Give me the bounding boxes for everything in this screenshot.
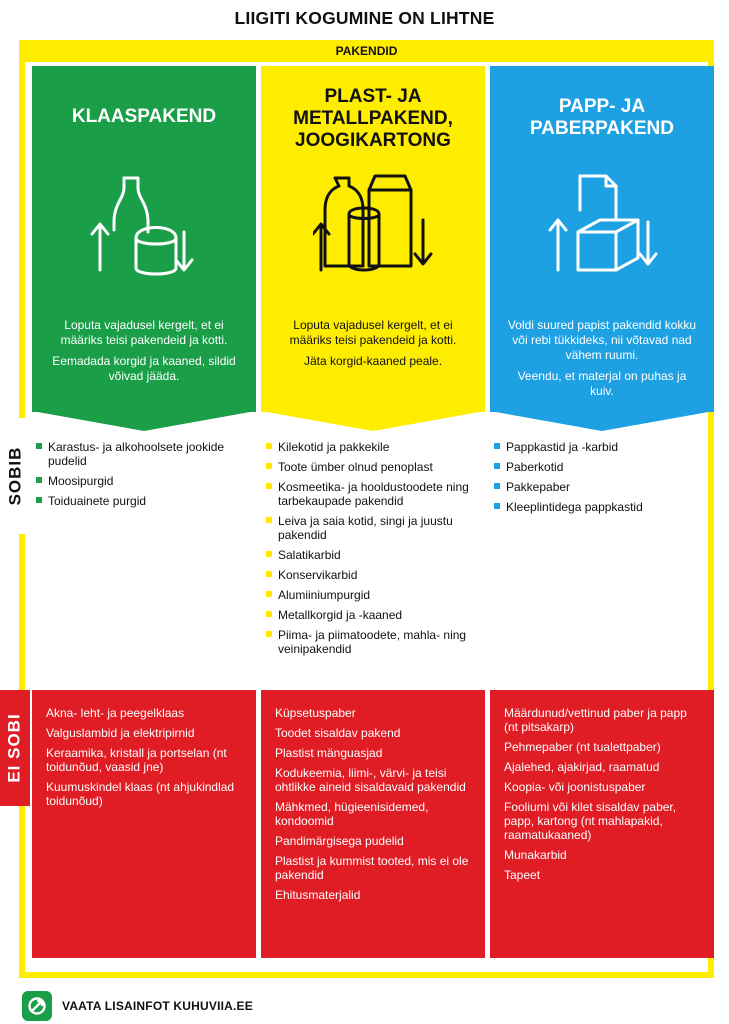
list-item: Fooliumi või kilet sisaldav paber, papp, kartong (nt mahlapakid, raamatukaaned) <box>504 800 677 842</box>
list-item: Toodet sisaldav pakend <box>275 726 401 740</box>
list-item: Salatikarbid <box>262 548 486 562</box>
paper-box-icon <box>542 170 662 280</box>
list-item: Plastist mänguasjad <box>275 746 383 760</box>
klaaspakend-sobib-list <box>32 440 256 514</box>
list-item: Pehmepaber (nt tualettpaber) <box>504 740 661 754</box>
list-item: Akna- leht- ja peegelklaas <box>46 706 185 720</box>
ei-sobi-label: EI SOBI <box>0 690 30 806</box>
sobib-label: SOBIB <box>0 418 30 534</box>
footer <box>22 990 253 1022</box>
klaaspakend-title: KLAASPAKEND <box>71 106 217 127</box>
papp-paber-header <box>490 66 714 412</box>
list-item: Koopia- või joonistuspaber <box>504 780 646 794</box>
klaaspakend-ei-sobi-box <box>32 690 256 958</box>
papp-paber-sobib-list <box>490 440 714 520</box>
plast-metall-title: PLAST- JA METALLPAKEND, JOOGIKARTONG <box>293 86 453 151</box>
page-title: LIIGITI KOGUMINE ON LIHTNE <box>234 8 495 28</box>
list-item: Konservikarbid <box>262 568 486 582</box>
list-item: Paberkotid <box>490 460 714 474</box>
footer-link-text[interactable]: VAATA LISAINFOT KUHUVIIA.EE <box>62 999 253 1013</box>
papp-paber-ei-sobi-list <box>504 706 702 882</box>
list-item: Karastus- ja alkohoolsete jookide pudelid <box>32 440 256 468</box>
papp-paber-title: PAPP- JA PABERPAKEND <box>530 96 674 139</box>
klaaspakend-instructions: Loputa vajadusel kergelt, et ei määriks teisi pakendeid ja kotti. Eemadada korgid ja kaaned, sildid võivad jääda. <box>52 318 236 383</box>
plast-metall-ei-sobi-box <box>261 690 485 958</box>
list-item: Määrdunud/vettinud paber ja papp (nt pitsakarp) <box>504 706 687 734</box>
list-item: Ajalehed, ajakirjad, raamatud <box>504 760 660 774</box>
list-item: Plastist ja kummist tooted, mis ei ole pakendid <box>275 854 469 882</box>
plast-metall-header <box>261 66 485 412</box>
list-item: Munakarbid <box>504 848 567 862</box>
list-item: Pandimärgisega pudelid <box>275 834 404 848</box>
list-item: Pakkepaber <box>490 480 714 494</box>
list-item: Kodukeemia, liimi-, värvi- ja teisi ohtlikke aineid sisaldavaid pakendid <box>275 766 466 794</box>
list-item: Leiva ja saia kotid, singi ja juustu pakendid <box>262 514 486 542</box>
papp-paber-arrow <box>490 411 714 431</box>
klaaspakend-ei-sobi-list <box>46 706 244 808</box>
plast-metall-sobib-list <box>262 440 486 662</box>
klaaspakend-header <box>32 66 256 412</box>
glass-bottle-jar-icon <box>84 170 204 280</box>
list-item: Toiduainete purgid <box>32 494 256 508</box>
list-item: Keraamika, kristall ja portselan (nt toidunõud, vaasid jne) <box>46 746 227 774</box>
list-item: Piima- ja piimatoodete, mahla- ning veinipakendid <box>262 628 486 656</box>
plastic-can-carton-icon <box>313 170 433 280</box>
list-item: Valguslambid ja elektripirnid <box>46 726 195 740</box>
papp-paber-ei-sobi-box <box>490 690 714 958</box>
list-item: Metallkorgid ja -kaaned <box>262 608 486 622</box>
list-item: Mähkmed, hügieenisidemed, kondoomid <box>275 800 429 828</box>
list-item: Kuumuskindel klaas (nt ahjukindlad toidunõud) <box>46 780 235 808</box>
plast-metall-ei-sobi-list <box>275 706 473 902</box>
plast-metall-instructions: Loputa vajadusel kergelt, et ei määriks teisi pakendeid ja kotti. Jäta korgid-kaaned peale. <box>289 318 457 368</box>
list-item: Tapeet <box>504 868 541 882</box>
klaaspakend-arrow <box>32 411 256 431</box>
list-item: Ehitusmaterjalid <box>275 888 361 902</box>
list-item: Küpsetuspaber <box>275 706 356 720</box>
list-item: Kilekotid ja pakkekile <box>262 440 486 454</box>
list-item: Pappkastid ja -karbid <box>490 440 714 454</box>
plast-metall-arrow <box>261 411 485 431</box>
papp-paber-instructions: Voldi suured papist pakendid kokku või rebi tükkideks, nii võtavad nad vähem ruumi. Veendu, et materjal on puhas ja kuiv. <box>507 318 697 398</box>
kuhuviia-logo-icon <box>22 991 52 1021</box>
list-item: Kosmeetika- ja hooldustoodete ning tarbekaupade pakendid <box>262 480 486 508</box>
pakendid-header: PAKENDID <box>19 40 714 62</box>
list-item: Kleeplintidega pappkastid <box>490 500 714 514</box>
list-item: Moosipurgid <box>32 474 256 488</box>
list-item: Toote ümber olnud penoplast <box>262 460 486 474</box>
list-item: Alumiiniumpurgid <box>262 588 486 602</box>
